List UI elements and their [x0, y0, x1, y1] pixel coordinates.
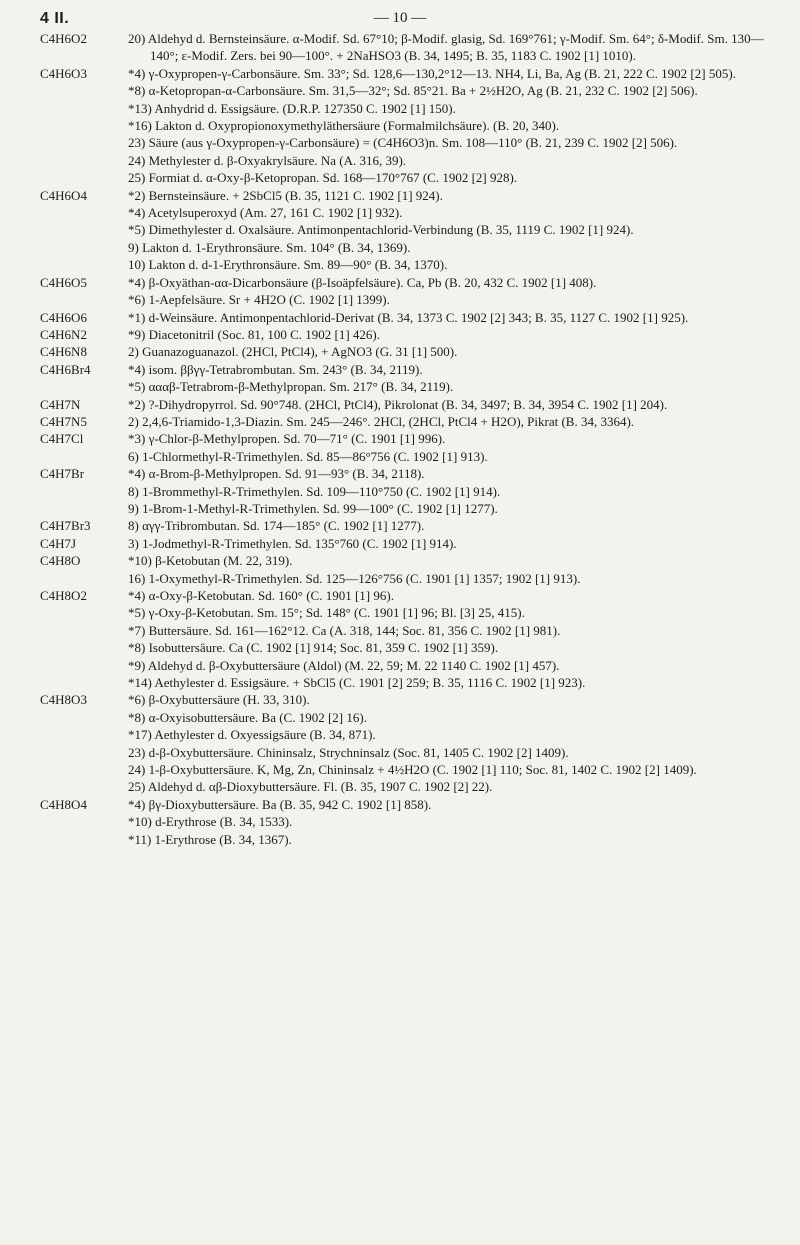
entry-list: [128, 465, 770, 517]
formula-label: C4H7Br: [40, 466, 85, 482]
compound-entry: 24) Methylester d. β-Oxyakrylsäure. Na (A. 316, 39).: [128, 152, 407, 168]
formula-group: [40, 343, 770, 360]
compound-entry: *1) d-Weinsäure. Antimonpentachlorid-Derivat (B. 34, 1373 C. 1902 [2] 343; B. 35, 1127 C. 1902 [1] 925).: [128, 309, 689, 325]
compound-entry: *5) Dimethylester d. Oxalsäure. Antimonpentachlorid-Verbindung (B. 35, 1119 C. 1902 [1] 924).: [128, 222, 634, 238]
formula-group: [40, 587, 770, 691]
compound-entry: *17) Aethylester d. Oxyessigsäure (B. 34, 871).: [128, 727, 376, 743]
compound-entry: 24) 1-β-Oxybuttersäure. K, Mg, Zn, Chininsalz + 4½H2O (C. 1902 [1] 110; Soc. 81, 1402 C. 1902 [2] 1409).: [128, 762, 697, 778]
compound-entry: 23) d-β-Oxybuttersäure. Chininsalz, Strychninsalz (Soc. 81, 1405 C. 1902 [2] 1409).: [128, 744, 569, 760]
compound-entry: *4) α-Brom-β-Methylpropen. Sd. 91—93° (B. 34, 2118).: [128, 466, 425, 482]
section-label: 4 II.: [40, 10, 70, 27]
formula-label: C4H7J: [40, 535, 77, 551]
compound-entry: 20) Aldehyd d. Bernsteinsäure. α-Modif. Sd. 67°10; β-Modif. glasig, Sd. 169°761; γ-Modif. Sm. 64°; δ-Modif. Sm. 130—140°; ε-Modif. Zers. bei 90—100°. + 2NaHSO3 (B. 34, 1495; B. 35, 1183 C. 1902 [1] 1010).: [128, 31, 764, 64]
compound-entry: 9) Lakton d. 1-Erythronsäure. Sm. 104° (B. 34, 1369).: [128, 239, 411, 255]
compound-entry: *5) αααβ-Tetrabrom-β-Methylpropan. Sm. 217° (B. 34, 2119).: [128, 379, 454, 395]
entry-list: [128, 187, 770, 274]
formula-label: C4H8O3: [40, 692, 87, 708]
compound-entry: *16) Lakton d. Oxypropionoxymethyläthersäure (Formalmilchsäure). (B. 20, 340).: [128, 118, 560, 134]
compound-entry: 9) 1-Brom-1-Methyl-R-Trimethylen. Sd. 99—100° (C. 1902 [1] 1277).: [128, 500, 498, 516]
compound-entry: 8) 1-Brommethyl-R-Trimethylen. Sd. 109—110°750 (C. 1902 [1] 914).: [128, 483, 501, 499]
formula-label: C4H6O5: [40, 274, 87, 290]
formula-group: [40, 274, 770, 309]
compound-entry: *8) α-Ketopropan-α-Carbonsäure. Sm. 31,5—32°; Sd. 85°21. Ba + 2½H2O, Ag (B. 21, 232 C. 1902 [2] 506).: [128, 83, 698, 99]
compound-entry: *3) γ-Chlor-β-Methylpropen. Sd. 70—71° (C. 1901 [1] 996).: [128, 431, 446, 447]
compound-entry: *10) d-Erythrose (B. 34, 1533).: [128, 814, 293, 830]
compound-entry: *9) Aldehyd d. β-Oxybuttersäure (Aldol) (M. 22, 59; M. 22 1140 C. 1902 [1] 457).: [128, 657, 560, 673]
compound-entry: *7) Buttersäure. Sd. 161—162°12. Ca (A. 318, 144; Soc. 81, 356 C. 1902 [1] 981).: [128, 622, 561, 638]
compound-entry: *6) 1-Aepfelsäure. Sr + 4H2O (C. 1902 [1] 1399).: [128, 292, 390, 308]
entry-list: [128, 796, 770, 848]
compound-entry: *4) β-Oxyäthan-αα-Dicarbonsäure (β-Isoäpfelsäure). Ca, Pb (B. 20, 432 C. 1902 [1] 408).: [128, 274, 597, 290]
formula-group: [40, 517, 770, 534]
formula-label: C4H6O4: [40, 187, 87, 203]
compound-entry: *4) isom. ββγγ-Tetrabrombutan. Sm. 243° (B. 34, 2119).: [128, 361, 423, 377]
entry-list: [128, 65, 770, 187]
entry-list: [128, 552, 770, 587]
compound-entry: *2) Bernsteinsäure. + 2SbCl5 (B. 35, 1121 C. 1902 [1] 924).: [128, 187, 443, 203]
entry-list: [128, 309, 770, 326]
compound-entry: *8) α-Oxyisobuttersäure. Ba (C. 1902 [2] 16).: [128, 709, 367, 725]
compound-entry: 2) Guanazoguanazol. (2HCl, PtCl4), + AgNO3 (G. 31 [1] 500).: [128, 344, 458, 360]
compound-entry: 25) Formiat d. α-Oxy-β-Ketopropan. Sd. 168—170°767 (C. 1902 [2] 928).: [128, 170, 518, 186]
compound-entry: *11) 1-Erythrose (B. 34, 1367).: [128, 831, 292, 847]
formula-label: C4H7N: [40, 396, 81, 412]
compound-entry: *4) Acetylsuperoxyd (Am. 27, 161 C. 1902 [1] 932).: [128, 205, 403, 221]
compound-entry: *8) Isobuttersäure. Ca (C. 1902 [1] 914; Soc. 81, 359 C. 1902 [1] 359).: [128, 640, 499, 656]
compound-entry: *2) ?-Dihydropyrrol. Sd. 90°748. (2HCl, PtCl4), Pikrolonat (B. 34, 3497; B. 34, 3954 C. 1902 [1] 204).: [128, 396, 668, 412]
entry-list: [128, 274, 770, 309]
formula-label: C4H6O6: [40, 309, 87, 325]
formula-label: C4H7Cl: [40, 431, 84, 447]
page-header: [0, 0, 800, 30]
formula-label: C4H8O: [40, 553, 81, 569]
entry-list: [128, 326, 770, 343]
formula-label: C4H8O2: [40, 588, 87, 603]
formula-label: C4H6O3: [40, 65, 87, 81]
entry-list: [128, 343, 770, 360]
formula-group: [40, 187, 770, 274]
compound-entry: *10) β-Ketobutan (M. 22, 319).: [128, 553, 293, 569]
compound-entry: 16) 1-Oxymethyl-R-Trimethylen. Sd. 125—126°756 (C. 1901 [1] 1357; 1902 [1] 913).: [128, 570, 581, 586]
formula-group: [40, 326, 770, 343]
formula-group: [40, 430, 770, 465]
formula-group: [40, 465, 770, 517]
formula-group: [40, 309, 770, 326]
formula-group: [40, 65, 770, 187]
entry-list: [128, 430, 770, 465]
formula-group: [40, 552, 770, 587]
formula-label: C4H6N8: [40, 344, 87, 360]
compound-entry: *9) Diacetonitril (Soc. 81, 100 C. 1902 [1] 426).: [128, 326, 381, 342]
formula-label: C4H6Br4: [40, 361, 91, 377]
entry-list: [128, 30, 770, 65]
compound-entry: *13) Anhydrid d. Essigsäure. (D.R.P. 127350 C. 1902 [1] 150).: [128, 100, 456, 116]
formula-group: [40, 413, 770, 430]
compound-entry: *4) γ-Oxypropen-γ-Carbonsäure. Sm. 33°; Sd. 128,6—130,2°12—13. NH4, Li, Ba, Ag (B. 21, 222 C. 1902 [2] 505).: [128, 65, 736, 81]
formula-label: C4H7N5: [40, 413, 87, 429]
entry-list: [128, 517, 770, 534]
compound-entry: *14) Aethylester d. Essigsäure. + SbCl5 (C. 1901 [2] 259; B. 35, 1116 C. 1902 [1] 923).: [128, 675, 586, 691]
compound-entry: 3) 1-Jodmethyl-R-Trimethylen. Sd. 135°760 (C. 1902 [1] 914).: [128, 535, 457, 551]
compound-entry: 2) 2,4,6-Triamido-1,3-Diazin. Sm. 245—246°. 2HCl, (2HCl, PtCl4 + H2O), Pikrat (B. 34, 3364).: [128, 413, 635, 429]
page-number: — 10 —: [373, 10, 427, 26]
formula-label: C4H8O4: [40, 796, 87, 812]
compound-entry: *4) α-Oxy-β-Ketobutan. Sd. 160° (C. 1901 [1] 96).: [128, 588, 394, 603]
compound-entry: *5) γ-Oxy-β-Ketobutan. Sm. 15°; Sd. 148° (C. 1901 [1] 96; Bl. [3] 25, 415).: [128, 605, 525, 621]
entry-list: [128, 396, 770, 413]
entry-list: [128, 361, 770, 396]
entry-list: [128, 691, 770, 795]
formula-group: [40, 396, 770, 413]
compound-entry: 25) Aldehyd d. αβ-Dioxybuttersäure. Fl. (B. 35, 1907 C. 1902 [2] 22).: [128, 779, 493, 795]
formula-group: [40, 691, 770, 795]
formula-register: [40, 30, 770, 848]
formula-label: C4H7Br3: [40, 518, 91, 534]
compound-entry: *6) β-Oxybuttersäure (H. 33, 310).: [128, 692, 310, 708]
formula-group: [40, 535, 770, 552]
entry-list: [128, 587, 770, 691]
formula-label: C4H6N2: [40, 326, 87, 342]
formula-group: [40, 30, 770, 65]
compound-entry: *4) βγ-Dioxybuttersäure. Ba (B. 35, 942 C. 1902 [1] 858).: [128, 796, 432, 812]
compound-entry: 6) 1-Chlormethyl-R-Trimethylen. Sd. 85—86°756 (C. 1902 [1] 913).: [128, 448, 488, 464]
entry-list: [128, 535, 770, 552]
formula-group: [40, 796, 770, 848]
entry-list: [128, 413, 770, 430]
formula-group: [40, 361, 770, 396]
compound-entry: 8) αγγ-Tribrombutan. Sd. 174—185° (C. 1902 [1] 1277).: [128, 518, 425, 534]
compound-entry: 10) Lakton d. d-1-Erythronsäure. Sm. 89—90° (B. 34, 1370).: [128, 257, 448, 273]
compound-entry: 23) Säure (aus γ-Oxypropen-γ-Carbonsäure) = (C4H6O3)n. Sm. 108—110° (B. 21, 239 C. 1902 [2] 506).: [128, 135, 678, 151]
formula-label: C4H6O2: [40, 31, 87, 46]
